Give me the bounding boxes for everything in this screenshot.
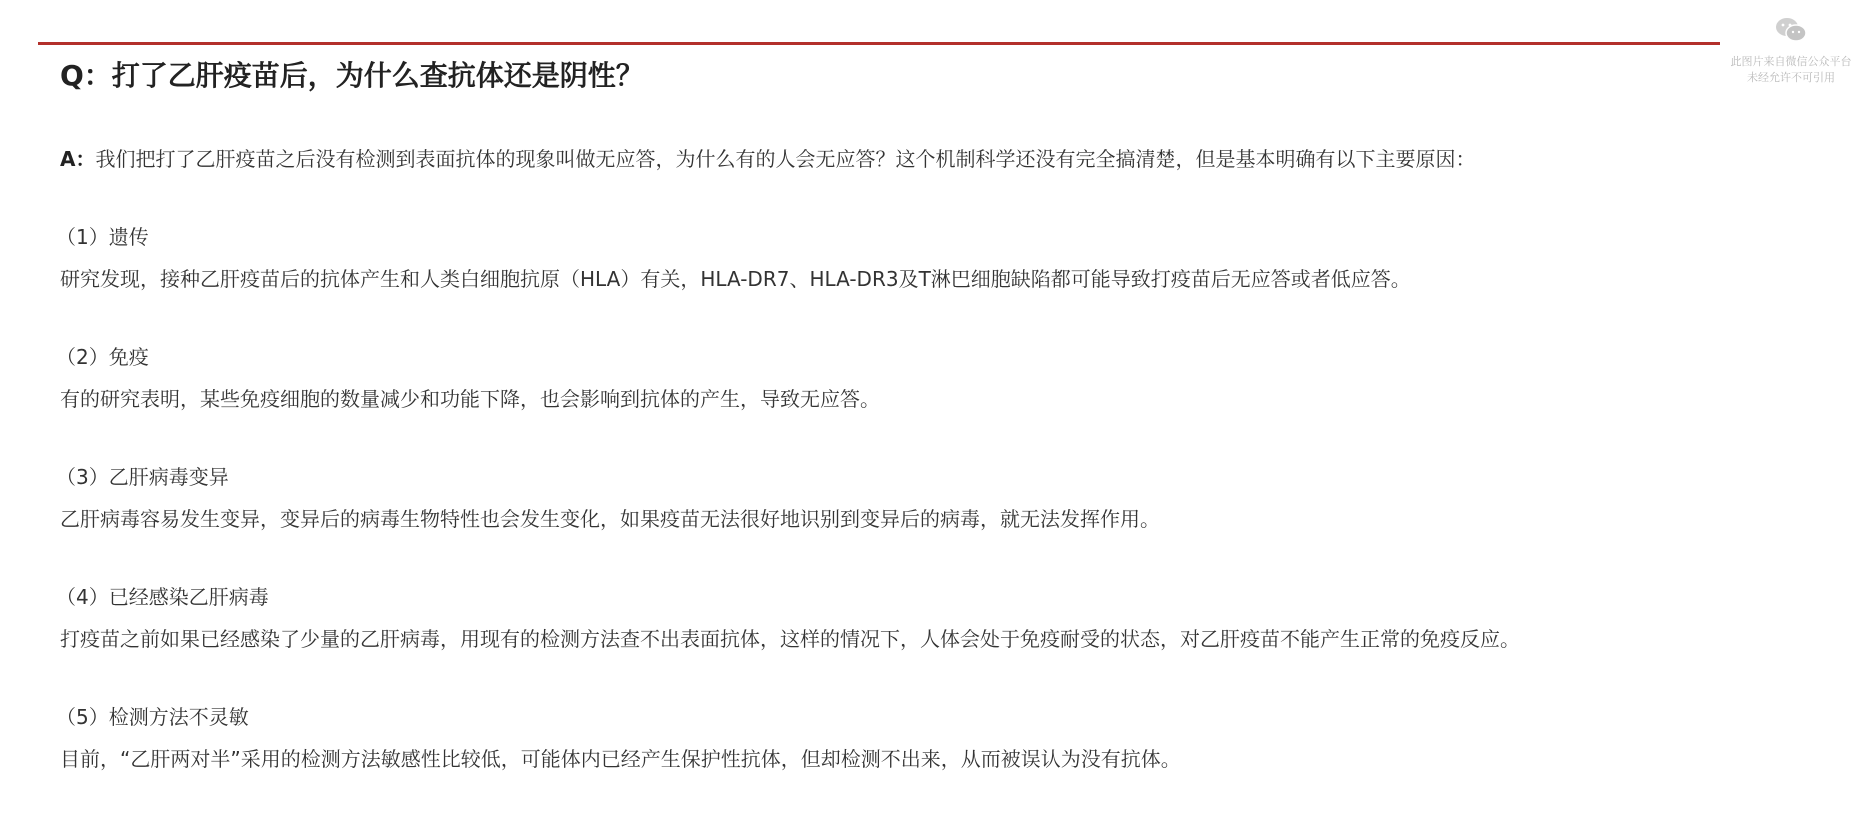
section-genetics: [56, 222, 1760, 294]
section-title: （3）乙肝病毒变异: [56, 465, 229, 489]
answer-prefix: A：: [60, 147, 96, 171]
answer-paragraph: [60, 144, 1760, 174]
section-virus-mutation: [56, 462, 1760, 534]
question-heading: Q：打了乙肝疫苗后，为什么查抗体还是阴性？: [60, 59, 644, 92]
section-prior-infection: [56, 582, 1760, 654]
section-detection-method: [56, 702, 1760, 774]
section-immunity: [56, 342, 1760, 414]
section-title: （4）已经感染乙肝病毒: [56, 585, 269, 609]
section-body: 目前，“乙肝两对半”采用的检测方法敏感性比较低，可能体内已经产生保护性抗体，但却检测不出来，从而被误认为没有抗体。: [60, 747, 1181, 771]
section-body: 研究发现，接种乙肝疫苗后的抗体产生和人类白细胞抗原（HLA）有关，HLA-DR7、HLA-DR3及T淋巴细胞缺陷都可能导致打疫苗后无应答或者低应答。: [60, 267, 1411, 291]
watermark-line-2: 未经允许不可引用: [1747, 71, 1835, 84]
section-title: （2）免疫: [56, 345, 149, 369]
article-content: [56, 56, 1760, 774]
wechat-icon: [1774, 16, 1808, 44]
section-body: 有的研究表明，某些免疫细胞的数量减少和功能下降，也会影响到抗体的产生，导致无应答。: [60, 387, 880, 411]
section-body: 乙肝病毒容易发生变异，变异后的病毒生物特性也会发生变化，如果疫苗无法很好地识别到变异后的病毒，就无法发挥作用。: [60, 507, 1160, 531]
answer-text: 我们把打了乙肝疫苗之后没有检测到表面抗体的现象叫做无应答，为什么有的人会无应答？这个机制科学还没有完全搞清楚，但是基本明确有以下主要原因：: [95, 147, 1476, 171]
section-title: （1）遗传: [56, 225, 149, 249]
header-divider: [38, 42, 1720, 45]
section-body: 打疫苗之前如果已经感染了少量的乙肝病毒，用现有的检测方法查不出表面抗体，这样的情况下，人体会处于免疫耐受的状态，对乙肝疫苗不能产生正常的免疫反应。: [60, 627, 1520, 651]
watermark-line-1: 此图片来自微信公众平台: [1730, 55, 1852, 68]
section-title: （5）检测方法不灵敏: [56, 705, 249, 729]
